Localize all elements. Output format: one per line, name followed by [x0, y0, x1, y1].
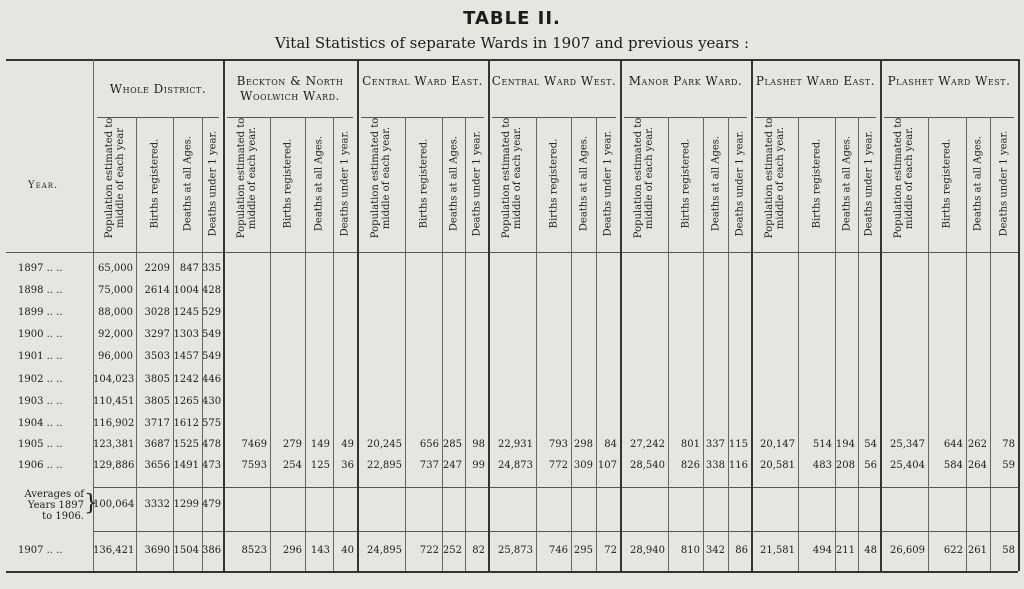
table-cell: 746 [548, 545, 568, 556]
table-cell: 1242 [173, 374, 199, 385]
table-cell: 211 [835, 545, 855, 556]
table-cell: 529 [202, 307, 222, 318]
table-cell: 264 [967, 460, 987, 471]
table-cell: 295 [573, 545, 593, 556]
table-title: TABLE II. [463, 8, 561, 29]
table-cell: 115 [728, 439, 748, 450]
column-header: Population estimated to middle of each year. [893, 117, 915, 239]
table-cell: 494 [812, 545, 832, 556]
table-cell: 24,873 [498, 460, 533, 471]
column-header: Population estimated to middle of each year. [501, 117, 523, 239]
table-cell: 107 [597, 460, 617, 471]
table-cell: 22,931 [498, 439, 533, 450]
column-divider [728, 117, 729, 571]
table-cell: 3717 [144, 418, 170, 429]
table-cell: 430 [202, 396, 222, 407]
table-cell: 3690 [144, 545, 170, 556]
averages-label: Averages of [24, 489, 84, 500]
table-cell: 549 [202, 329, 222, 340]
ward-header: Beckton & North Woolwich Ward. [236, 74, 344, 103]
column-header: Births registered. [548, 138, 559, 229]
table-cell: 99 [472, 460, 485, 471]
table-cell: 1504 [173, 545, 199, 556]
table-cell: 86 [735, 545, 748, 556]
ward-divider [488, 59, 490, 571]
table-cell: 847 [179, 263, 199, 274]
table-cell: 722 [419, 545, 439, 556]
ward-divider [751, 59, 753, 571]
table-cell: 7593 [241, 460, 267, 471]
table-cell: 338 [705, 460, 725, 471]
table-cell: 110,451 [93, 396, 135, 407]
table-cell: 826 [680, 460, 700, 471]
table-cell: 479 [202, 499, 222, 510]
ward-divider [223, 59, 225, 571]
table-cell: 96,000 [98, 351, 133, 362]
table-cell: 24,895 [367, 545, 402, 556]
table-cell: 20,147 [760, 439, 795, 450]
table-cell: 48 [864, 545, 877, 556]
column-header: Births registered. [282, 138, 293, 229]
table-cell: 483 [812, 460, 832, 471]
table-cell: 149 [310, 439, 330, 450]
column-divider [333, 117, 334, 571]
table-cell: 446 [202, 374, 222, 385]
year-cell: 1906 .. .. [18, 460, 63, 471]
table-cell: 261 [967, 545, 987, 556]
table-cell: 3805 [144, 396, 170, 407]
table-cell: 20,581 [760, 460, 795, 471]
table-cell: 123,381 [93, 439, 135, 450]
ward-header: Plashet Ward East. [755, 74, 876, 88]
table-cell: 514 [812, 439, 832, 450]
table-cell: 104,023 [93, 374, 135, 385]
year-cell: 1897 .. .. [18, 263, 63, 274]
table-cell: 3332 [144, 499, 170, 510]
table-cell: 143 [310, 545, 330, 556]
table-cell: 59 [1002, 460, 1015, 471]
table-cell: 28,940 [630, 545, 665, 556]
column-header: Births registered. [680, 138, 691, 229]
table-cell: 1303 [173, 329, 199, 340]
table-cell: 116,902 [93, 418, 135, 429]
table-cell: 342 [705, 545, 725, 556]
column-header: Deaths under 1 year. [602, 130, 614, 237]
table-cell: 84 [604, 439, 617, 450]
column-divider [858, 117, 859, 571]
table-cell: 21,581 [760, 545, 795, 556]
table-cell: 194 [835, 439, 855, 450]
column-divider [668, 117, 669, 571]
year-cell: 1900 .. .. [18, 329, 63, 340]
table-cell: 56 [864, 460, 877, 471]
table-cell: 54 [864, 439, 877, 450]
table-cell: 129,886 [93, 460, 135, 471]
table-cell: 1525 [173, 439, 199, 450]
column-header: Population estimated to middle of each year. [633, 117, 655, 239]
column-divider [465, 117, 466, 571]
column-header: Deaths at all Ages. [841, 135, 852, 232]
table-cell: 656 [419, 439, 439, 450]
table-cell: 428 [202, 285, 222, 296]
ward-header: Plashet Ward West. [887, 74, 1011, 88]
table-cell: 772 [548, 460, 568, 471]
table-cell: 810 [680, 545, 700, 556]
column-header: Deaths at all Ages. [448, 135, 459, 232]
year-cell: 1907 .. .. [18, 545, 63, 556]
averages-label: to 1906. [42, 511, 84, 522]
table-top-rule [6, 59, 1018, 61]
table-cell: 27,242 [630, 439, 665, 450]
table-cell: 737 [419, 460, 439, 471]
column-header: Population estimated to middle of each year [103, 117, 126, 239]
table-cell: 473 [202, 460, 222, 471]
column-divider [270, 117, 271, 571]
table-cell: 3805 [144, 374, 170, 385]
table-cell: 337 [705, 439, 725, 450]
table-cell: 247 [442, 460, 462, 471]
column-header: Deaths at all Ages. [182, 135, 193, 232]
table-cell: 82 [472, 545, 485, 556]
year-cell: 1902 .. .. [18, 374, 63, 385]
year-cell: 1901 .. .. [18, 351, 63, 362]
table-cell: 116 [728, 460, 748, 471]
column-divider [798, 117, 799, 571]
year-cell: 1905 .. .. [18, 439, 63, 450]
column-header: Deaths at all Ages. [313, 135, 325, 232]
table-cell: 88,000 [98, 307, 133, 318]
column-header: Deaths under 1 year. [471, 130, 482, 237]
column-header: Population estimated to middle of each year. [370, 117, 392, 239]
table-cell: 2614 [144, 285, 170, 296]
table-cell: 65,000 [98, 263, 133, 274]
table-cell: 1299 [173, 499, 199, 510]
column-header: Deaths under 1 year. [863, 130, 875, 237]
table-cell: 279 [282, 439, 302, 450]
column-divider [596, 117, 597, 571]
table-cell: 22,895 [367, 460, 402, 471]
table-cell: 20,245 [367, 439, 402, 450]
table-cell: 25,873 [498, 545, 533, 556]
header-bottom-rule [6, 252, 1018, 253]
ward-divider [357, 59, 359, 571]
ward-header: Central Ward West. [491, 74, 617, 88]
column-header: Births registered. [811, 138, 822, 229]
table-cell: 36 [341, 460, 354, 471]
ward-divider [620, 59, 622, 571]
table-cell: 40 [341, 545, 354, 556]
table-cell: 49 [341, 439, 354, 450]
table-cell: 28,540 [630, 460, 665, 471]
column-divider [966, 117, 967, 571]
table-cell: 386 [202, 545, 222, 556]
table-cell: 3503 [144, 351, 170, 362]
table-cell: 622 [943, 545, 963, 556]
year-cell: 1899 .. .. [18, 307, 63, 318]
ward-divider [1018, 59, 1020, 571]
table-cell: 801 [680, 439, 700, 450]
table-cell: 3297 [144, 329, 170, 340]
table-cell: 644 [943, 439, 963, 450]
column-header: Deaths under 1 year. [998, 130, 1010, 237]
table-cell: 1245 [173, 307, 199, 318]
column-header: Births registered. [418, 138, 429, 229]
table-cell: 125 [310, 460, 330, 471]
column-header: Deaths at all Ages. [578, 135, 589, 232]
table-cell: 25,404 [890, 460, 925, 471]
column-divider [571, 117, 572, 571]
column-header: Deaths at all Ages. [972, 135, 984, 232]
table-cell: 1457 [173, 351, 199, 362]
table-cell: 25,347 [890, 439, 925, 450]
table-cell: 3028 [144, 307, 170, 318]
table-cell: 78 [1002, 439, 1015, 450]
table-cell: 335 [202, 263, 222, 274]
table-cell: 92,000 [98, 329, 133, 340]
year-cell: 1898 .. .. [18, 285, 63, 296]
table-cell: 262 [967, 439, 987, 450]
column-header: Births registered. [149, 138, 160, 229]
table-cell: 296 [282, 545, 302, 556]
table-cell: 58 [1002, 545, 1015, 556]
year-cell: 1903 .. .. [18, 396, 63, 407]
table-cell: 1612 [173, 418, 199, 429]
ward-header: Whole District. [109, 82, 207, 96]
column-divider [703, 117, 704, 571]
table-cell: 3687 [144, 439, 170, 450]
table-cell: 26,609 [890, 545, 925, 556]
ward-header: Central Ward East. [362, 74, 483, 88]
year-header: Year. [28, 180, 59, 191]
year-cell: 1904 .. .. [18, 418, 63, 429]
table-cell: 208 [835, 460, 855, 471]
table-cell: 1491 [173, 460, 199, 471]
ward-divider [880, 59, 882, 571]
column-divider [990, 117, 991, 571]
table-cell: 75,000 [98, 285, 133, 296]
table-cell: 584 [943, 460, 963, 471]
table-cell: 8523 [241, 545, 267, 556]
column-header: Deaths at all Ages. [710, 135, 721, 232]
column-header: Deaths under 1 year. [207, 130, 218, 237]
table-cell: 309 [573, 460, 593, 471]
averages-label: Years 1897 [27, 500, 84, 511]
table-cell: 1265 [173, 396, 199, 407]
table-cell: 3656 [144, 460, 170, 471]
column-header: Deaths under 1 year. [734, 130, 745, 237]
table-cell: 98 [472, 439, 485, 450]
table-cell: 575 [202, 418, 222, 429]
table-cell: 7469 [241, 439, 267, 450]
table-cell: 254 [282, 460, 302, 471]
table-cell: 252 [442, 545, 462, 556]
table-cell: 549 [202, 351, 222, 362]
brace-glyph: } [84, 491, 98, 516]
table-bottom-rule [6, 571, 1018, 573]
table-cell: 285 [442, 439, 462, 450]
column-divider [928, 117, 929, 571]
column-header: Births registered. [941, 138, 953, 229]
table-cell: 793 [548, 439, 568, 450]
table-subtitle: Vital Statistics of separate Wards in 1907 and previous years : [274, 34, 750, 52]
ward-header: Manor Park Ward. [628, 74, 743, 88]
table-cell: 136,421 [93, 545, 135, 556]
table-cell: 2209 [144, 263, 170, 274]
column-divider [405, 117, 406, 571]
column-header: Population estimated to middle of each year. [763, 117, 786, 239]
table-cell: 72 [604, 545, 617, 556]
table-cell: 100,064 [93, 499, 135, 510]
column-divider [442, 117, 443, 571]
column-header: Population estimated to middle of each year. [235, 117, 258, 239]
column-divider [835, 117, 836, 571]
table-cell: 298 [573, 439, 593, 450]
column-divider [536, 117, 537, 571]
table-cell: 1004 [173, 285, 199, 296]
column-divider [305, 117, 306, 571]
column-header: Deaths under 1 year. [339, 130, 351, 237]
table-cell: 478 [202, 439, 222, 450]
